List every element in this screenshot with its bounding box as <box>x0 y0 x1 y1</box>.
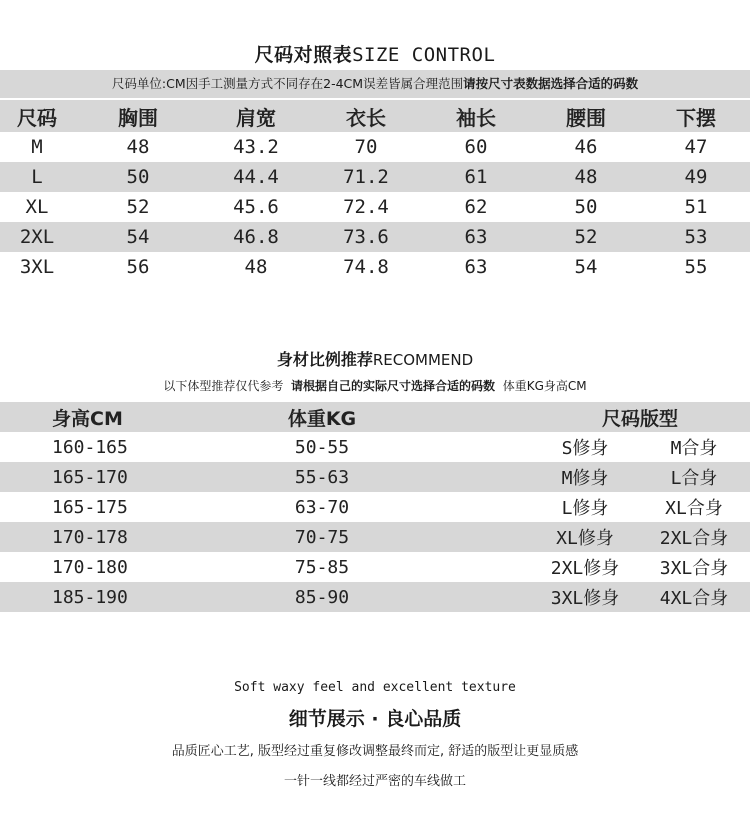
table-cell: 60 <box>464 136 488 158</box>
recommend-title <box>0 347 750 370</box>
table-cell: 48 <box>244 256 268 278</box>
header-hem: 下摆 <box>676 105 716 130</box>
table-cell: 72.4 <box>343 196 389 218</box>
table-cell: 45.6 <box>233 196 279 218</box>
table-cell: 73.6 <box>343 226 389 248</box>
header-size: 尺码 <box>17 105 57 130</box>
recommend-table-header <box>0 402 750 432</box>
table-cell: L合身 <box>670 468 718 489</box>
note-normal: CM因手工测量方式不同存在2-4CM误差皆属合理范围 <box>166 76 464 91</box>
table-cell: S修身 <box>561 438 609 459</box>
table-cell: 46 <box>574 136 598 158</box>
table-cell: 54 <box>574 256 598 278</box>
size-chart-title <box>0 40 750 67</box>
table-cell: 3XL <box>19 256 55 278</box>
measurement-note <box>0 70 750 98</box>
texture-tagline: Soft waxy feel and excellent texture <box>234 680 516 695</box>
table-cell: 2XL合身 <box>659 528 729 549</box>
recommend-note-normal: 以下体型推荐仅代参考 <box>163 379 284 393</box>
recommend-note <box>0 377 750 394</box>
table-cell: 3XL修身 <box>550 588 620 609</box>
table-cell: 50 <box>574 196 598 218</box>
table-cell: 52 <box>574 226 598 248</box>
recommend-note-bold: 请根据自己的实际尺寸选择合适的码数 <box>291 379 496 393</box>
table-cell: 62 <box>464 196 488 218</box>
table-row <box>0 552 750 582</box>
header-length: 衣长 <box>346 105 386 130</box>
recommend-table <box>0 402 750 612</box>
table-cell: 61 <box>464 166 488 188</box>
note-prefix: 尺码单位: <box>111 76 167 91</box>
table-cell: 55-63 <box>294 466 350 488</box>
table-cell: 54 <box>126 226 150 248</box>
table-cell: 185-190 <box>52 586 128 608</box>
table-cell: 3XL合身 <box>659 558 729 579</box>
table-cell: 50 <box>126 166 150 188</box>
table-cell: 4XL合身 <box>659 588 729 609</box>
table-cell: 165-175 <box>52 496 128 518</box>
table-cell: 70-75 <box>294 526 350 548</box>
table-cell: XL修身 <box>556 528 614 549</box>
note-bold: 请按尺寸表数据选择合适的码数 <box>463 76 639 91</box>
table-cell: 160-165 <box>52 436 128 458</box>
detail-title: 细节展示 · 良心品质 <box>288 708 462 730</box>
table-cell: L <box>31 166 43 188</box>
table-cell: 55 <box>684 256 708 278</box>
table-cell: 71.2 <box>343 166 389 188</box>
table-cell: L修身 <box>561 498 609 519</box>
table-cell: 165-170 <box>52 466 128 488</box>
table-cell: 63 <box>464 256 488 278</box>
table-cell: 48 <box>574 166 598 188</box>
header-waist: 腰围 <box>566 105 606 130</box>
table-cell: XL <box>25 196 49 218</box>
table-cell: 170-178 <box>52 526 128 548</box>
table-cell: 51 <box>684 196 708 218</box>
recommend-note-units: 体重KG身高CM <box>502 379 587 393</box>
table-row <box>0 522 750 552</box>
table-cell: 2XL <box>19 226 55 248</box>
header-height: 身高CM <box>52 407 123 430</box>
table-cell: 48 <box>126 136 150 158</box>
table-cell: 74.8 <box>343 256 389 278</box>
table-row <box>0 462 750 492</box>
table-cell: 56 <box>126 256 150 278</box>
table-cell: 43.2 <box>233 136 279 158</box>
table-cell: 53 <box>684 226 708 248</box>
table-row <box>0 132 750 162</box>
table-cell: XL合身 <box>665 498 723 519</box>
size-chart-title-cn: 尺码对照表 <box>254 44 353 66</box>
table-cell: 2XL修身 <box>550 558 620 579</box>
table-row <box>0 162 750 192</box>
table-cell: 63 <box>464 226 488 248</box>
header-sleeve: 袖长 <box>456 105 496 130</box>
table-row <box>0 252 750 282</box>
size-table-header <box>0 100 750 132</box>
detail-description: 品质匠心工艺, 版型经过重复修改调整最终而定, 舒适的版型让更显质感 <box>171 744 579 759</box>
header-fit: 尺码版型 <box>601 407 678 430</box>
table-cell: 75-85 <box>294 556 350 578</box>
table-cell: 44.4 <box>233 166 279 188</box>
table-cell: 63-70 <box>294 496 350 518</box>
table-row <box>0 582 750 612</box>
table-cell: 47 <box>684 136 708 158</box>
size-chart-title-en: SIZE CONTROL <box>352 44 496 66</box>
recommend-title-en: RECOMMEND <box>372 351 474 369</box>
table-cell: 85-90 <box>294 586 350 608</box>
table-cell: M合身 <box>670 438 718 459</box>
header-shoulder: 肩宽 <box>236 105 276 130</box>
table-cell: 170-180 <box>52 556 128 578</box>
recommend-title-cn: 身材比例推荐 <box>276 350 373 369</box>
size-table <box>0 100 750 282</box>
header-chest: 胸围 <box>118 105 158 130</box>
table-row <box>0 192 750 222</box>
table-cell: 50-55 <box>294 436 350 458</box>
detail-stitching-note: 一针一线都经过严密的车线做工 <box>283 774 466 789</box>
table-cell: 49 <box>684 166 708 188</box>
table-cell: 46.8 <box>233 226 279 248</box>
table-cell: M <box>31 136 43 158</box>
header-weight: 体重KG <box>287 407 357 430</box>
table-row <box>0 222 750 252</box>
table-cell: 52 <box>126 196 150 218</box>
table-row <box>0 492 750 522</box>
table-cell: 70 <box>354 136 378 158</box>
table-row <box>0 432 750 462</box>
table-cell: M修身 <box>561 468 609 489</box>
